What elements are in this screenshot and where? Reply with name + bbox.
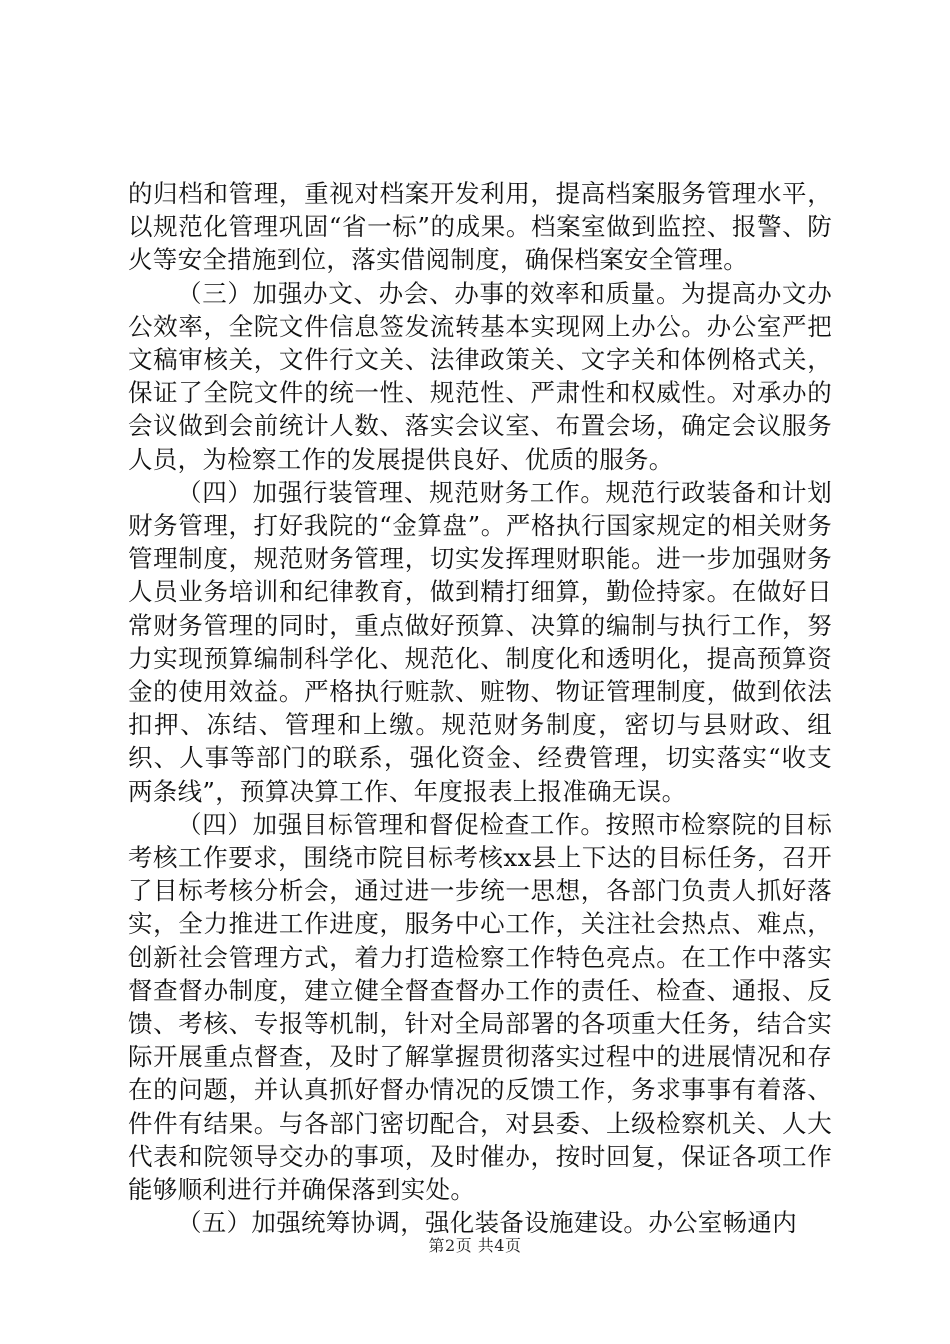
paragraph-section-5: （五）加强统筹协调，强化装备设施建设。办公室畅通内: [177, 1208, 797, 1238]
paragraph-section-4-finance: （四）加强行装管理、规范财务工作。规范行政装备和计划财务管理，打好我院的“金算盘”。严格执行国家规定的相关财务管理制度，规范财务管理，切实发挥理财职能。进一步加强财务人员业务培训和纪律教育，做到精打细算，勤俭持家。在做好日常财务管理的同时，重点做好预算、决算的编制与执行工作，努力实现预算编制科学化、规范化、制度化和透明化，提高预算资金的使用效益。严格执行赃款、赃物、物证管理制度，做到依法扣押、冻结、管理和上缴。规范财务制度，密切与县财政、组织、人事等部门的联系，强化资金、经费管理，切实落实“收支两条线”，预算决算工作、年度报表上报准确无误。: [128, 477, 833, 806]
page-number-footer: 第2页 共4页: [428, 1236, 522, 1255]
paragraph-section-4-target: （四）加强目标管理和督促检查工作。按照市检察院的目标考核工作要求，围绕市院目标考核xx县上下达的目标任务，召开了目标考核分析会，通过进一步统一思想，各部门负责人抓好落实，全力推进工作进度，服务中心工作，关注社会热点、难点，创新社会管理方式，着力打造检察工作特色亮点。在工作中落实督查督办制度，建立健全督查督办工作的责任、检查、通报、反馈、考核、专报等机制，针对全局部署的各项重大任务，结合实际开展重点督查，及时了解掌握贯彻落实过程中的进展情况和存在的问题，并认真抓好督办情况的反馈工作，务求事事有着落、件件有结果。与各部门密切配合，对县委、上级检察机关、人大代表和院领导交办的事项，及时催办，按时回复，保证各项工作能够顺利进行并确保落到实处。: [128, 809, 832, 1205]
paragraph-archive-continuation: 的归档和管理，重视对档案开发利用，提高档案服务管理水平，以规范化管理巩固“省一标”的成果。档案室做到监控、报警、防火等安全措施到位，落实借阅制度，确保档案安全管理。: [128, 179, 832, 275]
paragraph-section-3: （三）加强办文、办会、办事的效率和质量。为提高办文办公效率，全院文件信息签发流转基本实现网上办公。办公室严把文稿审核关，文件行文关、法律政策关、文字关和体例格式关，保证了全院文件的统一性、规范性、严肃性和权威性。对承办的会议做到会前统计人数、落实会议室、布置会场，确定会议服务人员，为检察工作的发展提供良好、优质的服务。: [128, 278, 832, 474]
document-body: [128, 177, 832, 1240]
